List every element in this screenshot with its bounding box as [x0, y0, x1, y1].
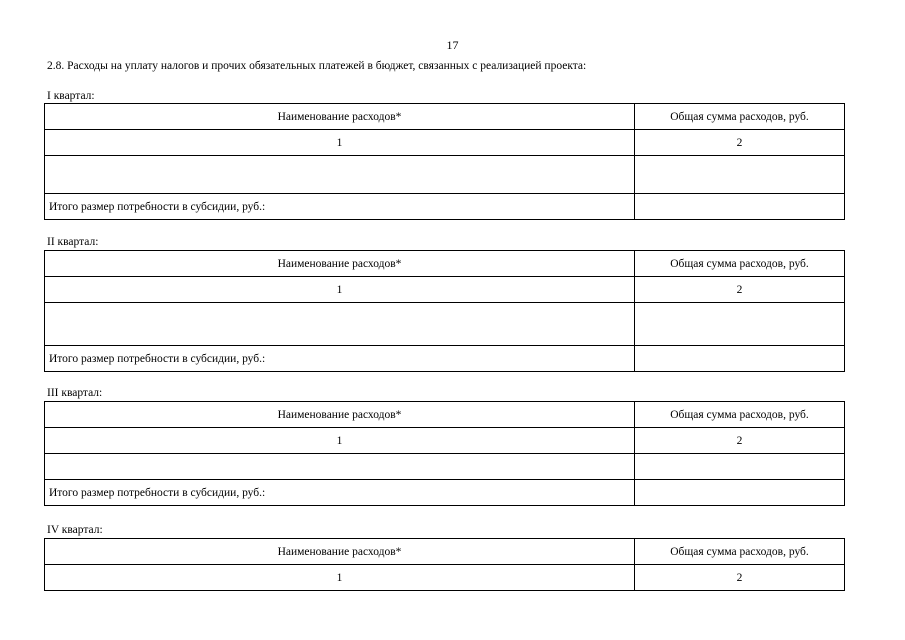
- page-number: 17: [446, 38, 459, 52]
- expense-sum-cell[interactable]: [635, 156, 845, 194]
- total-sum-cell[interactable]: [635, 346, 845, 372]
- header-name-cell: Наименование расходов*: [45, 104, 635, 130]
- quarter-1-table: [44, 103, 845, 220]
- header-name-cell: Наименование расходов*: [45, 251, 635, 277]
- expense-name-cell[interactable]: [45, 454, 635, 480]
- quarter-2-label: II квартал:: [47, 236, 99, 248]
- column-index-2: 2: [635, 130, 845, 156]
- column-index-2: 2: [635, 565, 845, 591]
- column-index-1: 1: [45, 428, 635, 454]
- column-index-2: 2: [635, 428, 845, 454]
- expense-name-cell[interactable]: [45, 303, 635, 346]
- total-sum-cell[interactable]: [635, 194, 845, 220]
- expense-name-cell[interactable]: [45, 156, 635, 194]
- header-sum-cell: Общая сумма расходов, руб.: [635, 251, 845, 277]
- quarter-2-table: [44, 250, 845, 372]
- quarter-4-label: IV квартал:: [47, 524, 103, 536]
- header-name-cell: Наименование расходов*: [45, 539, 635, 565]
- quarter-4-table: [44, 538, 845, 591]
- total-label-cell: Итого размер потребности в субсидии, руб.:: [45, 194, 635, 220]
- quarter-3-table: [44, 401, 845, 506]
- quarter-3-label: III квартал:: [47, 387, 103, 399]
- quarter-1-label: I квартал:: [47, 90, 95, 102]
- header-name-cell: Наименование расходов*: [45, 402, 635, 428]
- section-heading: 2.8. Расходы на уплату налогов и прочих обязательных платежей в бюджет, связанных с реализацией проекта:: [47, 60, 587, 72]
- column-index-2: 2: [635, 277, 845, 303]
- column-index-1: 1: [45, 277, 635, 303]
- total-label-cell: Итого размер потребности в субсидии, руб.:: [45, 346, 635, 372]
- header-sum-cell: Общая сумма расходов, руб.: [635, 402, 845, 428]
- column-index-1: 1: [45, 565, 635, 591]
- header-sum-cell: Общая сумма расходов, руб.: [635, 104, 845, 130]
- expense-sum-cell[interactable]: [635, 303, 845, 346]
- total-label-cell: Итого размер потребности в субсидии, руб.:: [45, 480, 635, 506]
- total-sum-cell[interactable]: [635, 480, 845, 506]
- expense-sum-cell[interactable]: [635, 454, 845, 480]
- column-index-1: 1: [45, 130, 635, 156]
- header-sum-cell: Общая сумма расходов, руб.: [635, 539, 845, 565]
